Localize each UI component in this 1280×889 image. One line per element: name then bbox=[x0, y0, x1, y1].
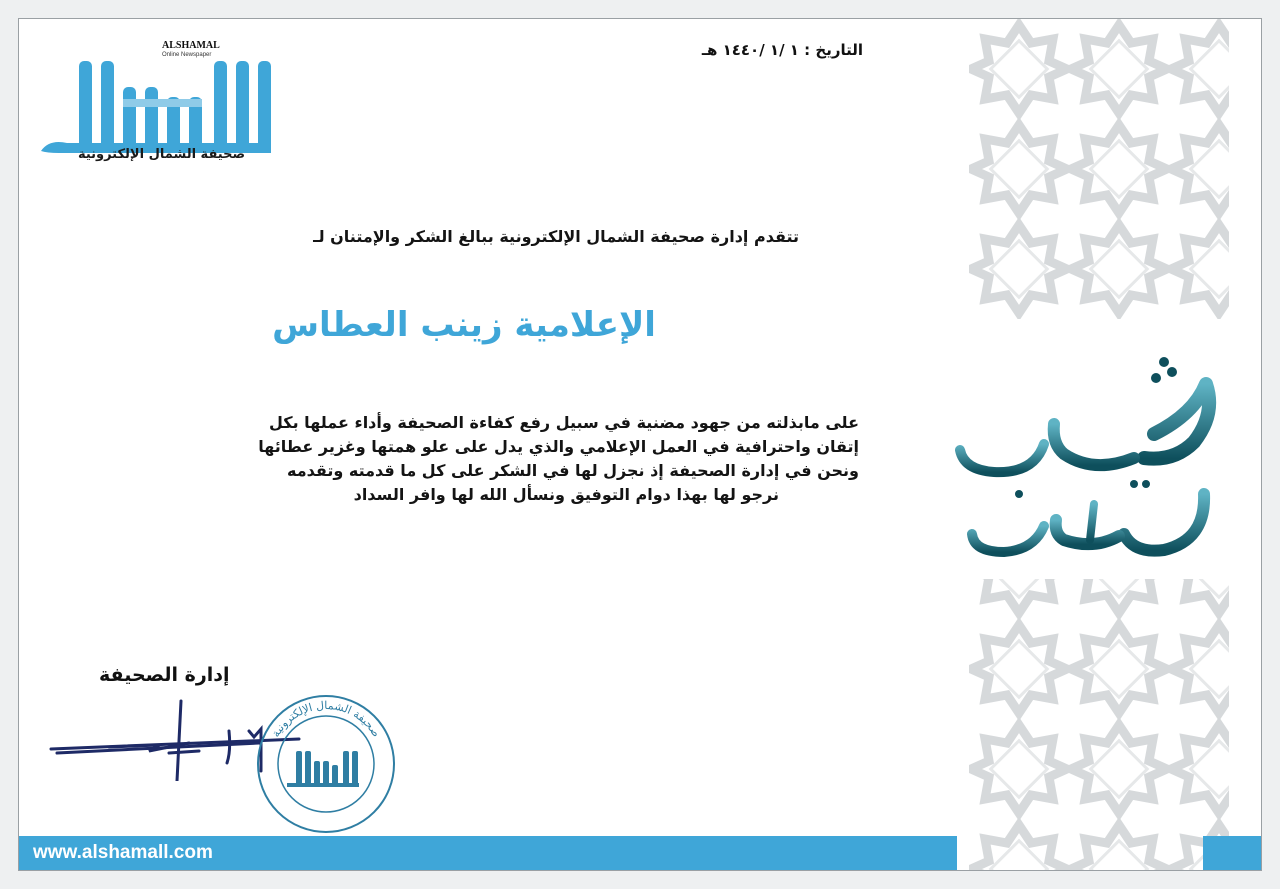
footer-bar bbox=[19, 836, 957, 871]
logo-brand-text: ALSHAMAL bbox=[162, 40, 220, 51]
body-text bbox=[59, 411, 859, 507]
signature-title: إدارة الصحيفة bbox=[99, 664, 230, 686]
thanks-calligraphy bbox=[924, 354, 1224, 564]
certificate bbox=[18, 18, 1262, 871]
body-line: إتقان واحترافية في العمل الإعلامي والذي يدل على علو همتها وغزير عطائها bbox=[258, 437, 859, 456]
body-line: نرجو لها بهذا دوام التوفيق ونسأل الله لها وافر السداد bbox=[353, 485, 779, 504]
official-stamp bbox=[251, 689, 401, 839]
logo-tagline: Online Newspaper bbox=[162, 52, 212, 58]
footer-bar-accent bbox=[1203, 836, 1262, 871]
honoree-name: الإعلامية زينب العطاس bbox=[272, 305, 656, 345]
logo-subtitle: صحيفة الشمال الإلكترونية bbox=[77, 147, 246, 162]
body-line: على مابذلته من جهود مضنية في سبيل رفع كفاءة الصحيفة وأداء عملها بكل bbox=[269, 413, 859, 432]
intro-text: تتقدم إدارة صحيفة الشمال الإلكترونية ببالغ الشكر والإمتنان لـ bbox=[313, 227, 799, 246]
alshamal-logo bbox=[39, 39, 289, 189]
calligraphy-text: شكر وتقدير bbox=[1074, 559, 1079, 560]
stamp-text: صحيفة الشمال الإلكترونية bbox=[269, 698, 383, 740]
body-line: ونحن في إدارة الصحيفة إذ نجزل لها في الشكر على كل ما قدمته وتقدمه bbox=[286, 461, 859, 480]
footer-website-link[interactable]: www.alshamall.com bbox=[33, 842, 213, 863]
certificate-date: التاريخ : ١ /١ /١٤٤٠ هـ bbox=[701, 41, 863, 59]
